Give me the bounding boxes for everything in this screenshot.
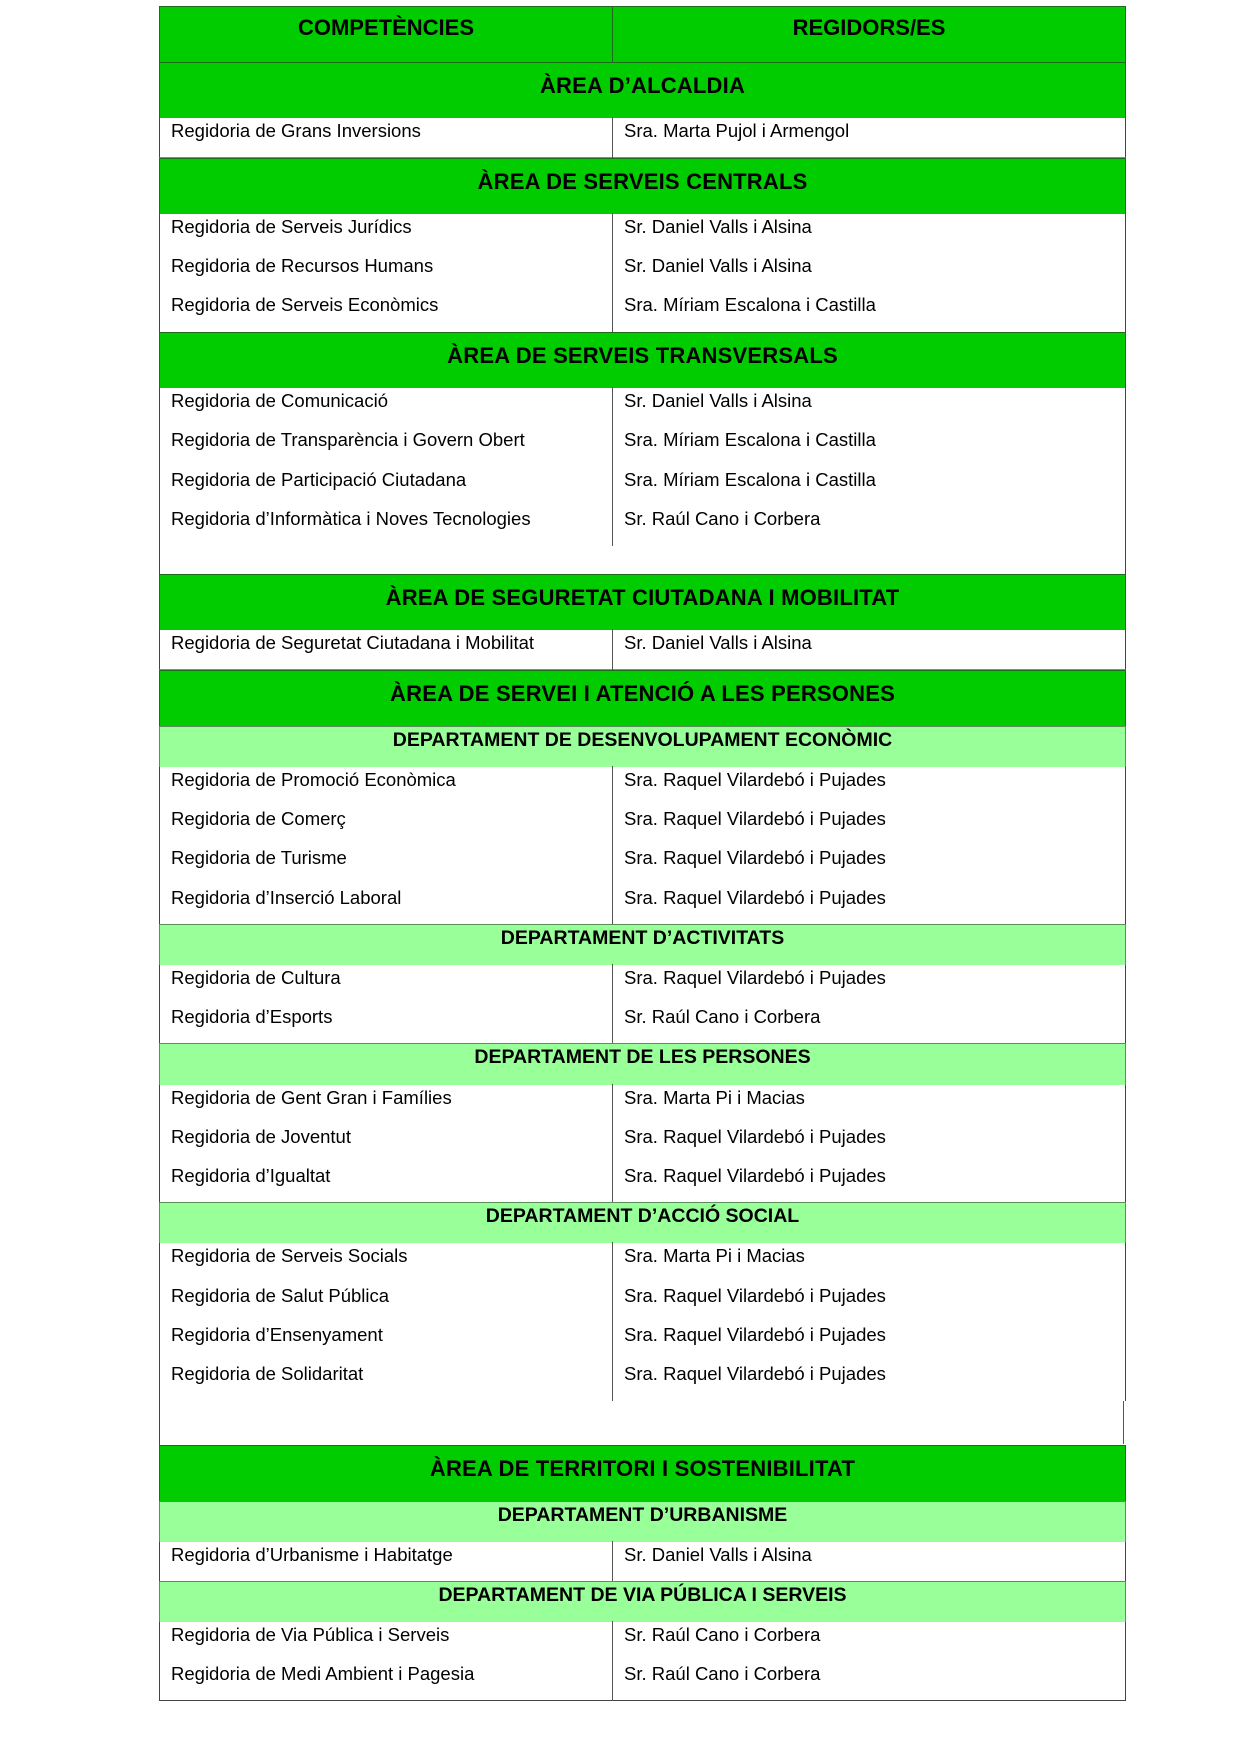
table-row [159,1283,1126,1323]
competencia-cell: Regidoria de Turisme [171,847,347,868]
table-row [159,118,1126,158]
competencia-cell: Regidoria de Salut Pública [171,1285,390,1306]
competencia-cell: Regidoria de Comerç [171,808,346,829]
table-row [159,467,1126,507]
competencia-cell: Regidoria de Recursos Humans [171,255,434,276]
competencia-cell: Regidoria d’Urbanisme i Habitatge [171,1544,453,1565]
regidor-cell: Sra. Míriam Escalona i Castilla [624,429,876,450]
regidor-cell: Sr. Daniel Valls i Alsina [624,255,812,276]
table-row [159,1085,1126,1125]
competencia-cell: Regidoria d’Ensenyament [171,1324,383,1345]
column-divider [612,466,613,507]
table-row [159,767,1126,807]
regidor-cell: Sra. Marta Pujol i Armengol [624,120,850,141]
table-row [159,1542,1126,1582]
department-title: DEPARTAMENT D’ACTIVITATS [500,927,785,949]
table-row [159,806,1126,846]
department-title: DEPARTAMENT D’URBANISME [497,1504,788,1526]
competencia-cell: Regidoria de Solidaritat [171,1363,364,1384]
area-header-territori [159,1445,1126,1502]
department-header [159,726,1126,768]
area-title: ÀREA D’ALCALDIA [539,73,746,98]
department-header [159,1043,1126,1086]
header-competencies: COMPETÈNCIES [297,15,475,40]
table-row [159,630,1126,670]
table-row [159,506,1126,547]
competencia-cell: Regidoria d’Inserció Laboral [171,887,402,908]
table-row [159,965,1126,1005]
competencia-cell: Regidoria de Cultura [171,967,341,988]
column-divider [612,844,613,886]
competencia-cell: Regidoria de Joventut [171,1126,351,1147]
area-title: ÀREA DE SERVEI I ATENCIÓ A LES PERSONES [390,681,895,706]
department-header [159,1202,1126,1244]
regidor-cell: Sr. Raúl Cano i Corbera [624,1006,821,1027]
department-header [159,1501,1126,1543]
regidor-cell: Sra. Raquel Vilardebó i Pujades [624,1165,886,1186]
header-regidors: REGIDORS/ES [792,15,946,40]
table-row [159,1004,1126,1044]
regidor-cell: Sr. Daniel Valls i Alsina [624,1544,812,1565]
regidor-cell: Sra. Raquel Vilardebó i Pujades [624,1285,886,1306]
table-row [159,427,1126,468]
area-header-seguretat [159,574,1126,631]
regidor-cell: Sra. Raquel Vilardebó i Pujades [624,769,886,790]
competencia-cell: Regidoria de Medi Ambient i Pagesia [171,1663,475,1684]
column-divider [612,505,613,547]
regidor-cell: Sra. Raquel Vilardebó i Pujades [624,808,886,829]
column-divider [612,387,613,428]
regidor-cell: Sra. Raquel Vilardebó i Pujades [624,967,886,988]
column-divider [612,1123,613,1164]
column-divider [612,1162,613,1203]
table-row [159,253,1126,293]
column-divider [612,1321,613,1362]
regidor-cell: Sra. Raquel Vilardebó i Pujades [624,887,886,908]
regidor-cell: Sra. Míriam Escalona i Castilla [624,294,876,315]
column-divider [612,1621,613,1662]
table-row [159,885,1126,925]
column-divider [612,964,613,1005]
table-row [159,292,1126,333]
area-header-serveis-transversals [159,332,1126,389]
table-row [159,1322,1126,1362]
competencia-cell: Regidoria d’Informàtica i Noves Tecnologies [171,508,531,529]
table-row [159,1243,1126,1284]
column-divider [612,1084,613,1125]
competencia-cell: Regidoria de Serveis Jurídics [171,216,412,237]
area-title: ÀREA DE TERRITORI I SOSTENIBILITAT [429,1456,856,1481]
table-row [159,388,1126,428]
area-title: ÀREA DE SERVEIS CENTRALS [477,169,808,194]
department-header [159,924,1126,966]
column-divider [612,766,613,807]
competencia-cell: Regidoria de Serveis Econòmics [171,294,439,315]
column-divider [612,1360,613,1402]
column-divider [612,629,613,670]
regidor-cell: Sra. Marta Pi i Macias [624,1087,805,1108]
area-title: ÀREA DE SEGURETAT CIUTADANA I MOBILITAT [385,585,900,610]
regidor-cell: Sr. Raúl Cano i Corbera [624,508,821,529]
column-divider [612,1282,613,1323]
table-row [159,214,1126,254]
column-divider [612,291,613,333]
table-row [159,1661,1126,1701]
spacer-row [159,546,1126,574]
department-title: DEPARTAMENT DE VIA PÚBLICA I SERVEIS [438,1584,847,1606]
competencia-cell: Regidoria de Seguretat Ciutadana i Mobilitat [171,632,535,653]
column-divider [612,1541,613,1582]
competencia-cell: Regidoria de Participació Ciutadana [171,469,467,490]
competencia-cell: Regidoria de Grans Inversions [171,120,421,141]
column-divider [612,213,613,254]
table-header [159,6,1126,63]
competencia-cell: Regidoria de Transparència i Govern Obert [171,429,525,450]
column-divider [612,252,613,293]
competencia-cell: Regidoria de Via Pública i Serveis [171,1624,450,1645]
department-title: DEPARTAMENT DE DESENVOLUPAMENT ECONÒMIC [392,729,893,751]
department-title: DEPARTAMENT D’ACCIÓ SOCIAL [485,1205,800,1227]
competencia-cell: Regidoria de Gent Gran i Famílies [171,1087,452,1108]
column-divider [612,884,613,925]
area-header-alcaldia [159,62,1126,119]
competencia-cell: Regidoria de Promoció Econòmica [171,769,456,790]
regidor-cell: Sr. Raúl Cano i Corbera [624,1624,821,1645]
column-divider [612,1242,613,1284]
regidor-cell: Sr. Raúl Cano i Corbera [624,1663,821,1684]
regidor-cell: Sra. Raquel Vilardebó i Pujades [624,1363,886,1384]
table-row [159,1622,1126,1662]
area-title: ÀREA DE SERVEIS TRANSVERSALS [447,343,838,368]
column-divider [612,805,613,846]
column-divider [612,426,613,468]
table-row [159,1361,1126,1401]
regidor-cell: Sra. Míriam Escalona i Castilla [624,469,876,490]
department-header [159,1581,1126,1623]
competencia-cell: Regidoria d’Esports [171,1006,333,1027]
area-header-persones [159,670,1126,727]
competencia-cell: Regidoria d’Igualtat [171,1165,331,1186]
competencia-cell: Regidoria de Comunicació [171,390,388,411]
border-fragment [1123,1401,1124,1444]
competencia-cell: Regidoria de Serveis Socials [171,1245,408,1266]
column-divider [612,1003,613,1044]
department-title: DEPARTAMENT DE LES PERSONES [474,1046,811,1068]
regidor-cell: Sr. Daniel Valls i Alsina [624,216,812,237]
column-divider [612,117,613,158]
column-divider [612,1660,613,1701]
regidor-cell: Sra. Raquel Vilardebó i Pujades [624,1324,886,1345]
regidor-cell: Sra. Raquel Vilardebó i Pujades [624,847,886,868]
regidor-cell: Sr. Daniel Valls i Alsina [624,632,812,653]
table-row [159,1163,1126,1203]
area-header-serveis-centrals [159,158,1126,215]
regidor-cell: Sr. Daniel Valls i Alsina [624,390,812,411]
regidor-cell: Sra. Marta Pi i Macias [624,1245,805,1266]
table-row [159,845,1126,886]
regidor-cell: Sra. Raquel Vilardebó i Pujades [624,1126,886,1147]
table-row [159,1124,1126,1164]
spacer-row [159,1401,1126,1446]
